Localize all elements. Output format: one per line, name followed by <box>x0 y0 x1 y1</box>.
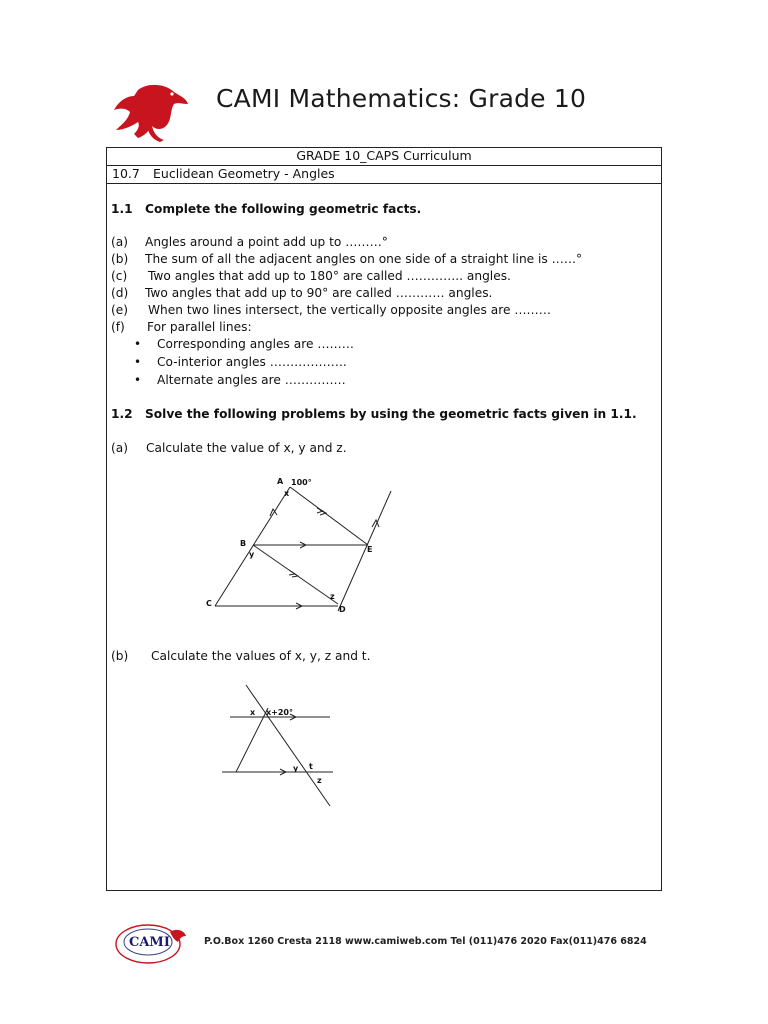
q1-heading <box>111 201 422 217</box>
q2a-text: Calculate the value of x, y and z. <box>146 441 347 455</box>
bullet-text: Co-interior angles ………………. <box>157 355 347 369</box>
item-text: For parallel lines: <box>147 320 252 334</box>
item-text: Angles around a point add up to ………° <box>145 235 388 249</box>
diagram-b-transversals <box>215 680 340 810</box>
item-label: (a) <box>111 235 128 249</box>
section-title: Euclidean Geometry - Angles <box>153 166 335 181</box>
q2a-label: (a) <box>111 441 128 455</box>
label-E: E <box>367 545 373 554</box>
label-z: z <box>317 776 322 785</box>
section-header <box>107 165 661 184</box>
transversal-2 <box>236 708 268 772</box>
q1-heading-number: 1.1 <box>111 202 133 216</box>
diagram-a-parallelogram <box>195 470 405 620</box>
item-text: The sum of all the adjacent angles on one side of a straight line is ……° <box>145 252 583 266</box>
label-x-plus-20: x+20° <box>266 708 293 717</box>
line-a-e <box>290 487 368 545</box>
label-D: D <box>339 605 346 614</box>
footer-logo-text: CAMI <box>129 935 170 950</box>
bullet-dot: • <box>134 373 142 387</box>
label-y: y <box>293 764 299 773</box>
label-A: A <box>277 477 284 486</box>
curriculum-header: GRADE 10_CAPS Curriculum <box>107 148 661 166</box>
item-label: (b) <box>111 252 129 266</box>
label-y: y <box>249 550 255 559</box>
item-label: (e) <box>111 303 129 317</box>
item-text: Two angles that add up to 90° are called ………… angles. <box>145 286 493 300</box>
item-label: (f) <box>111 320 125 334</box>
q2b-label: (b) <box>111 649 129 663</box>
item-text: When two lines intersect, the vertically opposite angles are ……… <box>148 303 551 317</box>
item-label: (d) <box>111 286 129 300</box>
label-z: z <box>330 592 335 601</box>
label-B: B <box>240 539 247 548</box>
line-a-c <box>215 487 290 606</box>
item-label: (c) <box>111 269 128 283</box>
section-number: 10.7 <box>112 166 140 181</box>
bullet-text: Corresponding angles are ……… <box>157 337 354 351</box>
item-text: Two angles that add up to 180° are called ………….. angles. <box>148 269 511 283</box>
line-e-d <box>338 491 391 611</box>
bullet-dot: • <box>134 337 142 351</box>
label-t: t <box>309 762 313 771</box>
q2-heading-number: 1.2 <box>111 407 133 421</box>
q1-heading-text: Complete the following geometric facts. <box>145 202 422 216</box>
cami-footer-logo <box>112 920 196 968</box>
label-angle-100: 100° <box>291 478 312 487</box>
bullet-dot: • <box>134 355 142 369</box>
q2-heading <box>111 406 637 422</box>
footer-contact: P.O.Box 1260 Cresta 2118 www.camiweb.com Tel (011)476 2020 Fax(011)476 6824 <box>204 936 647 947</box>
q2-heading-text: Solve the following problems by using the geometric facts given in 1.1. <box>145 407 637 421</box>
q2b-text: Calculate the values of x, y, z and t. <box>151 649 371 663</box>
transversal-1 <box>246 685 330 806</box>
page-title: CAMI Mathematics: Grade 10 <box>216 84 587 113</box>
bullet-text: Alternate angles are …………… <box>157 373 346 387</box>
label-C: C <box>206 599 212 608</box>
label-x: x <box>284 489 290 498</box>
label-x: x <box>250 708 256 717</box>
cami-dragon-logo <box>108 80 190 144</box>
